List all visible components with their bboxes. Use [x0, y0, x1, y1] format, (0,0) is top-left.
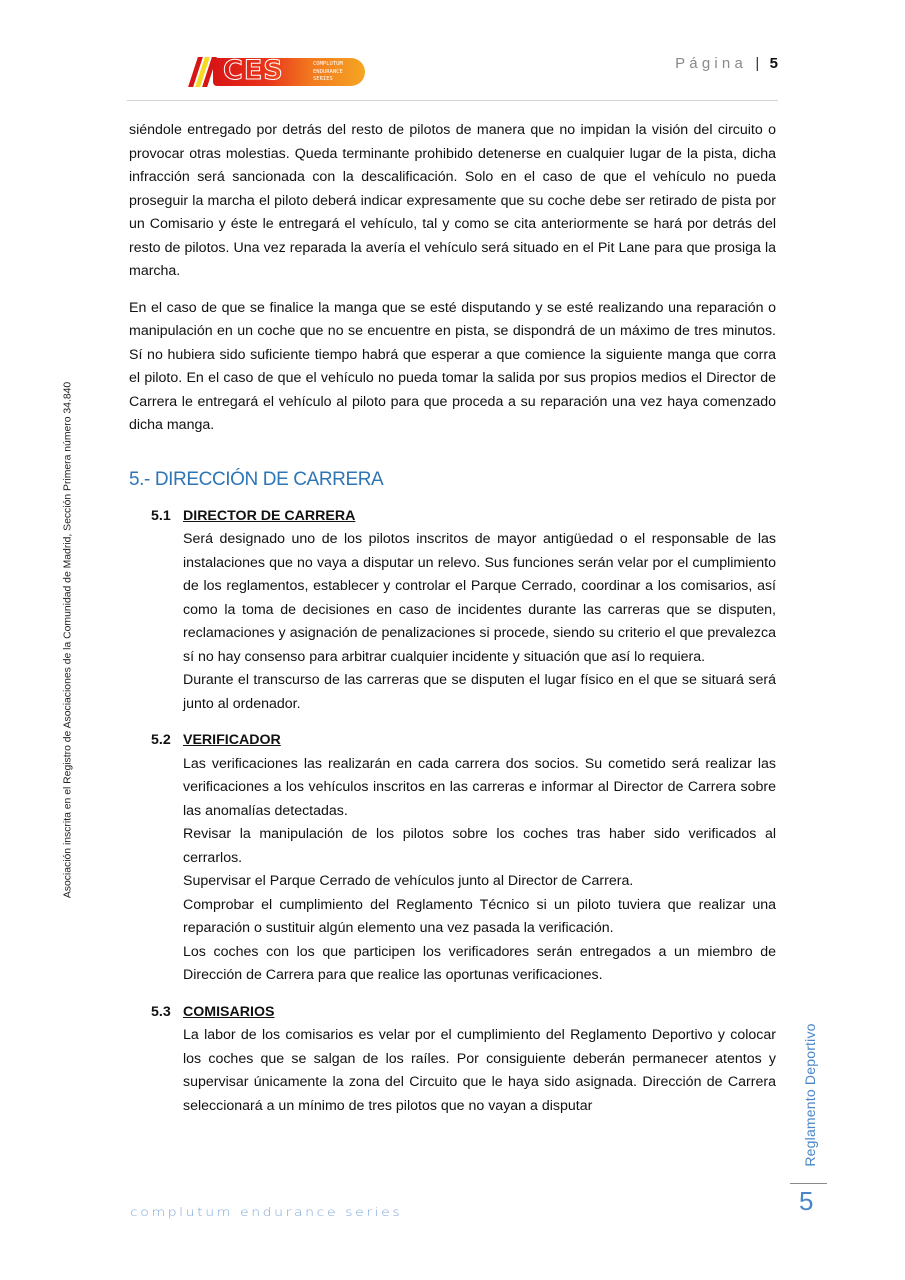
footer-brand: complutum endurance series [130, 1206, 403, 1220]
body-paragraph: En el caso de que se finalice la manga que se esté disputando y se esté realizando una reparación o manipulación en un coche que no se encuentre en pista, se dispondrá de un máximo de tres minutos. Sí no hubiera sido suficiente tiempo habrá que esperar a que comience la siguiente manga que corra el piloto. En el caso de que el vehículo no pueda tomar la salida por sus propios medios el Director de Carrera le entregará el vehículo al piloto para que proceda a su reparación una vez haya comenzado dicha manga. [129, 299, 776, 433]
subsection-number: 5.2 [151, 732, 171, 748]
subsection-paragraph: La labor de los comisarios es velar por el cumplimiento del Reglamento Deportivo y colocar los coches que se salgan de los raíles. Por consiguiente deberán permanecer atentos y supervisar únicamente la zona del Circuito que le haya sido asignada. Dirección de Carrera seleccionará a un mínimo de tres pilotos que no vayan a disputar [183, 1027, 776, 1114]
subsection-body [183, 1024, 776, 1118]
subsection-body [183, 528, 776, 716]
ces-logo [189, 57, 365, 87]
body-paragraph: siéndole entregado por detrás del resto de pilotos de manera que no impidan la visión del circuito o provocar otras molestias. Queda terminante prohibido detenerse en cualquier lugar de la pista, dicha infracción será sancionada con la descalificación. Solo en el caso de que el vehículo no pueda proseguir la marcha el piloto deberá indicar expresamente que su coche debe ser retirado de pista por un Comisario y éste le entregará el vehículo, tal y como se cita anteriormente se hará por detrás del resto de pilotos. Una vez reparada la avería el vehículo será situado en el Pit Lane para que prosiga la marcha. [129, 122, 776, 279]
sidebar-page-number: 5 [799, 1186, 814, 1216]
logo-text: CES [223, 55, 284, 86]
subsection-paragraph: Revisar la manipulación de los pilotos sobre los coches tras haber sido verificados al cerrarlos. [183, 826, 776, 866]
subsection-body [183, 753, 776, 988]
section-title: 5.- DIRECCIÓN DE CARRERA [129, 468, 384, 490]
subsection-paragraph: Los coches con los que participen los verificadores serán entregados a un miembro de Dirección de Carrera para que realice las oportunas verificaciones. [183, 943, 776, 983]
page-header-label [675, 55, 778, 72]
document-body [129, 119, 776, 1131]
sidebar-divider [790, 1183, 827, 1184]
subsection-heading [151, 729, 776, 753]
subsection-comisarios [129, 1001, 776, 1119]
subsection-paragraph: Las verificaciones las realizarán en cada carrera dos socios. Su cometido será realizar las verificaciones a los vehículos inscritos en las carreras e informar al Director de Carrera sobre las anomalías detectadas. [183, 755, 776, 819]
subsection-verificador [129, 729, 776, 988]
subsection-title: COMISARIOS [183, 1003, 275, 1020]
header-divider [127, 100, 778, 101]
page-word: Página [675, 55, 747, 72]
subsection-title: VERIFICADOR [183, 732, 281, 748]
registry-note: Asociación inscrita en el Registro de Asociaciones de la Comunidad de Madrid, Sección Primera número 34.840 [62, 381, 74, 899]
subsection-paragraph: Supervisar el Parque Cerrado de vehículos junto al Director de Carrera. [183, 873, 634, 889]
page-number: 5 [769, 55, 778, 72]
subsection-paragraph: Comprobar el cumplimiento del Reglamento Técnico si un piloto tuviera que realizar una reparación o sustituir algún elemento una vez pasada la verificación. [183, 896, 776, 936]
subsection-heading [151, 505, 776, 529]
subsection-number: 5.1 [151, 507, 171, 524]
subsection-paragraph: Será designado uno de los pilotos inscritos de mayor antigüedad o el responsable de las instalaciones que no vaya a disputar un relevo. Sus funciones serán velar por el cumplimiento de los reglamentos, establecer y controlar el Parque Cerrado, coordinar a los comisarios, así como la toma de decisiones en caso de incidentes durante las carreras que se disputen, reclamaciones y asignación de penalizaciones si procede, siendo su criterio el que prevalezca sí no hay consenso para arbitrar cualquier incidente y situación que así lo requiera. [183, 531, 776, 665]
document-title-vertical: Reglamento Deportivo [802, 1023, 818, 1167]
subsection-number: 5.3 [151, 1003, 171, 1020]
subsection-director [129, 505, 776, 717]
page-separator: | [755, 55, 762, 72]
logo-subtitle: COMPLUTUM ENDURANCE SERIES [313, 61, 343, 82]
logo-banner [213, 55, 365, 86]
subsection-title: DIRECTOR DE CARRERA [183, 507, 356, 524]
subsection-heading [151, 1001, 776, 1025]
subsection-paragraph: Durante el transcurso de las carreras que se disputen el lugar físico en el que se situará será junto al ordenador. [183, 672, 776, 712]
